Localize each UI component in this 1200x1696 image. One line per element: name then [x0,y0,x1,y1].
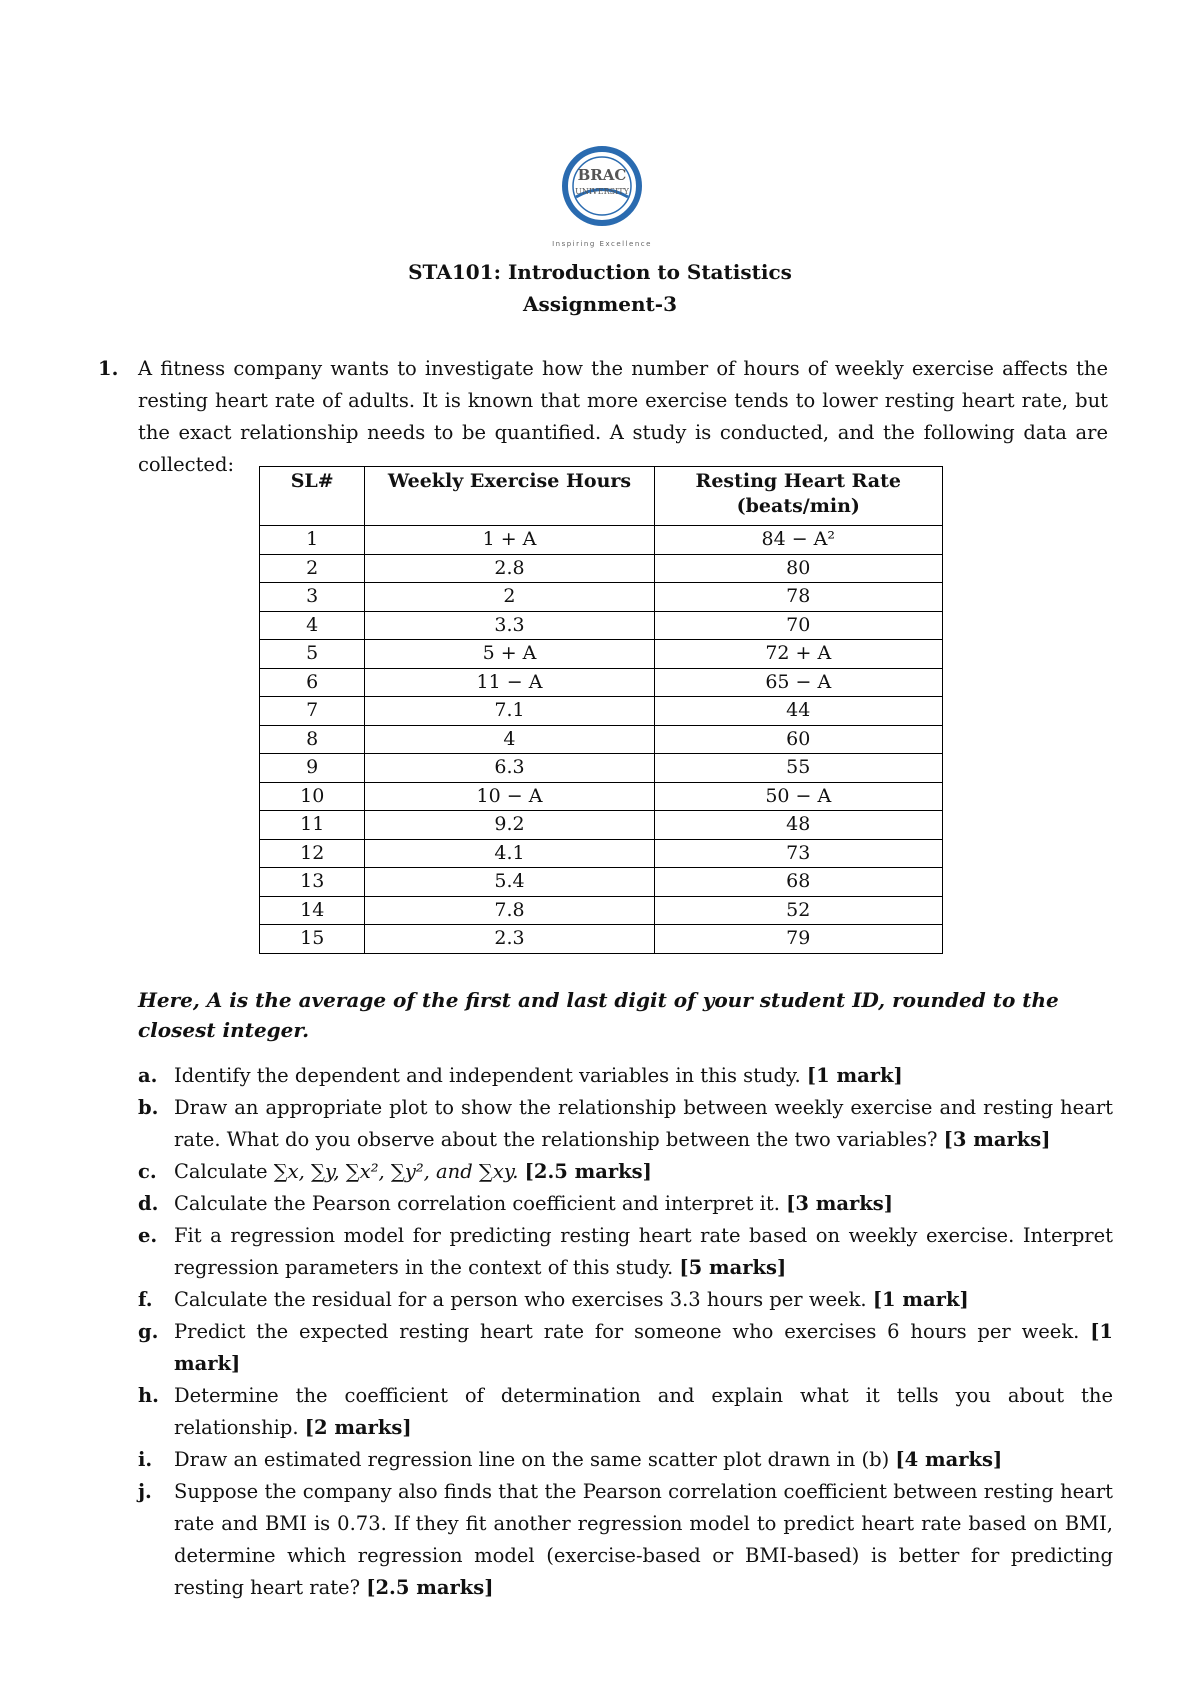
note-about-A: Here, A is the average of the first and last digit of your student ID, rounded to the closest integer. [138,988,1059,1042]
cell-sl: 4 [260,611,365,640]
part-marks: [5 marks] [679,1256,787,1279]
part-label: i. [138,1448,153,1471]
cell-exercise-hours: 6.3 [365,754,654,783]
cell-heart-rate: 68 [654,868,942,897]
table-row [260,583,943,612]
header-heart-rate-line2: (beats/min) [736,495,860,517]
cell-exercise-hours: 2.8 [365,554,654,583]
cell-heart-rate: 72 + A [654,640,942,669]
cell-sl: 2 [260,554,365,583]
cell-heart-rate: 55 [654,754,942,783]
cell-heart-rate: 84 − A² [654,526,942,555]
table-row [260,697,943,726]
cell-exercise-hours: 4.1 [365,839,654,868]
logo-subname: UNIVERSITY [575,187,629,196]
assignment-title: Assignment-3 [522,292,678,316]
question-part [138,1380,1113,1444]
cell-heart-rate: 79 [654,925,942,954]
table-header-row [260,467,943,526]
cell-sl: 9 [260,754,365,783]
part-text: Suppose the company also finds that the Pearson correlation coefficient between resting heart rate and BMI is 0.73. If they fit another regression model to predict heart rate based on BMI, determine which regression model (exercise-based or BMI-based) is better for predicting resting heart rate? [174,1480,1113,1599]
question-part [138,1444,1113,1476]
cell-sl: 5 [260,640,365,669]
part-label: j. [138,1480,152,1503]
table-row [260,640,943,669]
table-row [260,839,943,868]
table-row [260,896,943,925]
question-part [138,1284,1113,1316]
cell-heart-rate: 44 [654,697,942,726]
header-exercise-hours: Weekly Exercise Hours [365,467,654,526]
cell-sl: 3 [260,583,365,612]
part-marks: [4 marks] [895,1448,1003,1471]
part-text: Draw an estimated regression line on the same scatter plot drawn in (b) [174,1448,890,1471]
logo-name: BRAC [577,166,627,184]
cell-exercise-hours: 5 + A [365,640,654,669]
cell-exercise-hours: 1 + A [365,526,654,555]
logo-motto: Inspiring Excellence [552,240,652,248]
table-row [260,782,943,811]
cell-sl: 11 [260,811,365,840]
header-heart-rate [654,467,942,526]
cell-sl: 8 [260,725,365,754]
table-row [260,754,943,783]
cell-sl: 1 [260,526,365,555]
cell-exercise-hours: 4 [365,725,654,754]
part-label: b. [138,1096,159,1119]
brac-university-logo [542,142,662,252]
cell-exercise-hours: 2.3 [365,925,654,954]
part-label: h. [138,1384,159,1407]
question-1 [98,353,1108,481]
cell-exercise-hours: 2 [365,583,654,612]
part-text: Fit a regression model for predicting resting heart rate based on weekly exercise. Interpret regression parameters in the context of this study. [174,1224,1113,1279]
part-text: Predict the expected resting heart rate for someone who exercises 6 hours per week. [174,1320,1080,1343]
cell-exercise-hours: 11 − A [365,668,654,697]
cell-sl: 12 [260,839,365,868]
part-math-expression: ∑x, ∑y, ∑x², ∑y², and ∑xy. [273,1160,519,1183]
part-label: d. [138,1192,159,1215]
table-row [260,811,943,840]
question-number: 1. [98,357,119,380]
table-body [260,526,943,954]
header-heart-rate-line1: Resting Heart Rate [695,470,901,492]
table-row [260,868,943,897]
part-marks: [3 marks] [786,1192,893,1215]
data-table [259,466,943,954]
course-title: STA101: Introduction to Statistics [408,260,792,284]
part-marks: [2.5 marks] [524,1160,652,1183]
cell-exercise-hours: 7.8 [365,896,654,925]
part-label: f. [138,1288,153,1311]
part-text: Identify the dependent and independent variables in this study. [174,1064,801,1087]
cell-sl: 6 [260,668,365,697]
cell-heart-rate: 78 [654,583,942,612]
table-row [260,668,943,697]
cell-exercise-hours: 10 − A [365,782,654,811]
table-row [260,725,943,754]
table-row [260,611,943,640]
table-row [260,925,943,954]
cell-sl: 14 [260,896,365,925]
cell-heart-rate: 65 − A [654,668,942,697]
question-part [138,1476,1113,1604]
cell-exercise-hours: 9.2 [365,811,654,840]
part-marks: [3 marks] [943,1128,1051,1151]
part-label: g. [138,1320,159,1343]
cell-heart-rate: 60 [654,725,942,754]
part-label: e. [138,1224,158,1247]
question-part [138,1092,1113,1156]
part-marks: [1 mark] [806,1064,903,1087]
question-part [138,1188,1113,1220]
header-sl: SL# [260,467,365,526]
cell-exercise-hours: 5.4 [365,868,654,897]
question-text: A fitness company wants to investigate how the number of hours of weekly exercise affects the resting heart rate of adults. It is known that more exercise tends to lower resting heart rate, but the exact relationship needs to be quantified. A study is conducted, and the following data are collected: [138,357,1108,476]
question-part [138,1156,1113,1188]
part-marks: [2.5 marks] [366,1576,494,1599]
part-text: Calculate the Pearson correlation coefficient and interpret it. [174,1192,780,1215]
cell-heart-rate: 70 [654,611,942,640]
question-part [138,1220,1113,1284]
part-marks: [1 mark] [872,1288,969,1311]
question-part [138,1060,1113,1092]
part-text: Draw an appropriate plot to show the relationship between weekly exercise and resting heart rate. What do you observe about the relationship between the two variables? [174,1096,1113,1151]
part-label: c. [138,1160,157,1183]
cell-sl: 10 [260,782,365,811]
part-marks: [1 mark] [174,1320,1113,1375]
cell-sl: 15 [260,925,365,954]
cell-heart-rate: 48 [654,811,942,840]
cell-exercise-hours: 3.3 [365,611,654,640]
cell-heart-rate: 52 [654,896,942,925]
part-text: Determine the coefficient of determination and explain what it tells you about the relationship. [174,1384,1113,1439]
part-text: Calculate the residual for a person who exercises 3.3 hours per week. [174,1288,867,1311]
cell-sl: 13 [260,868,365,897]
part-text: Calculate [174,1160,268,1183]
part-marks: [2 marks] [304,1416,412,1439]
table-row [260,526,943,555]
cell-sl: 7 [260,697,365,726]
cell-exercise-hours: 7.1 [365,697,654,726]
question-part [138,1316,1113,1380]
cell-heart-rate: 80 [654,554,942,583]
part-label: a. [138,1064,158,1087]
cell-heart-rate: 50 − A [654,782,942,811]
table-row [260,554,943,583]
cell-heart-rate: 73 [654,839,942,868]
question-parts [138,1060,1113,1604]
